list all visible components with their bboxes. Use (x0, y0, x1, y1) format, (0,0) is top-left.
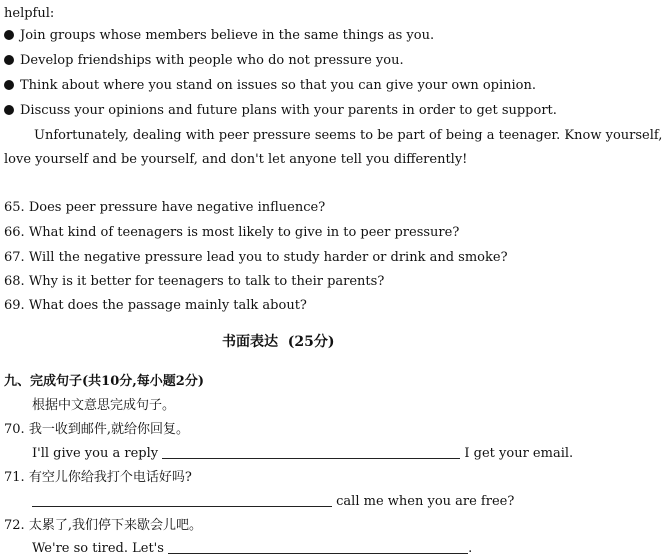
conclusion-line-1: Unfortunately, dealing with peer pressure seems to be part of being a teenager. Know yourself, (34, 128, 662, 143)
bullet-icon (4, 30, 14, 40)
answer-blank-72[interactable] (168, 541, 468, 554)
part9-heading: 九、完成句子(共10分,每小题2分) (4, 374, 204, 389)
question-69: 69. What does the passage mainly talk about? (4, 298, 307, 313)
item-70-english: I'll give you a reply I get your email. (32, 446, 574, 461)
answer-blank-71[interactable] (32, 494, 332, 507)
bullet-item: Join groups whose members believe in the same things as you. (4, 28, 434, 44)
item-70-chinese: 70. 我一收到邮件,就给你回复。 (4, 422, 189, 437)
question-67: 67. Will the negative pressure lead you to study harder or drink and smoke? (4, 250, 508, 265)
item-71-chinese: 71. 有空儿你给我打个电话好吗? (4, 470, 192, 485)
section-title: 书面表达 (25分) (222, 334, 335, 350)
conclusion-line-2: love yourself and be yourself, and don't let anyone tell you differently! (4, 152, 468, 167)
bullet-icon (4, 105, 14, 115)
bullet-icon (4, 55, 14, 65)
question-65: 65. Does peer pressure have negative influence? (4, 200, 326, 215)
bullet-item: Develop friendships with people who do not pressure you. (4, 53, 404, 69)
part9-instruction: 根据中文意思完成句子。 (32, 398, 176, 413)
bullet-item: Think about where you stand on issues so that you can give your own opinion. (4, 78, 536, 94)
question-66: 66. What kind of teenagers is most likely to give in to peer pressure? (4, 225, 460, 240)
answer-blank-70[interactable] (162, 446, 460, 459)
item-72-chinese: 72. 太累了,我们停下来歇会儿吧。 (4, 518, 202, 533)
bullet-item: Discuss your opinions and future plans with your parents in order to get support. (4, 103, 557, 119)
item-72-english: We're so tired. Let's . (32, 541, 473, 556)
bullet-icon (4, 80, 14, 90)
item-71-english: call me when you are free? (32, 494, 514, 510)
question-68: 68. Why is it better for teenagers to talk to their parents? (4, 274, 385, 289)
intro-text: helpful: (4, 6, 55, 21)
